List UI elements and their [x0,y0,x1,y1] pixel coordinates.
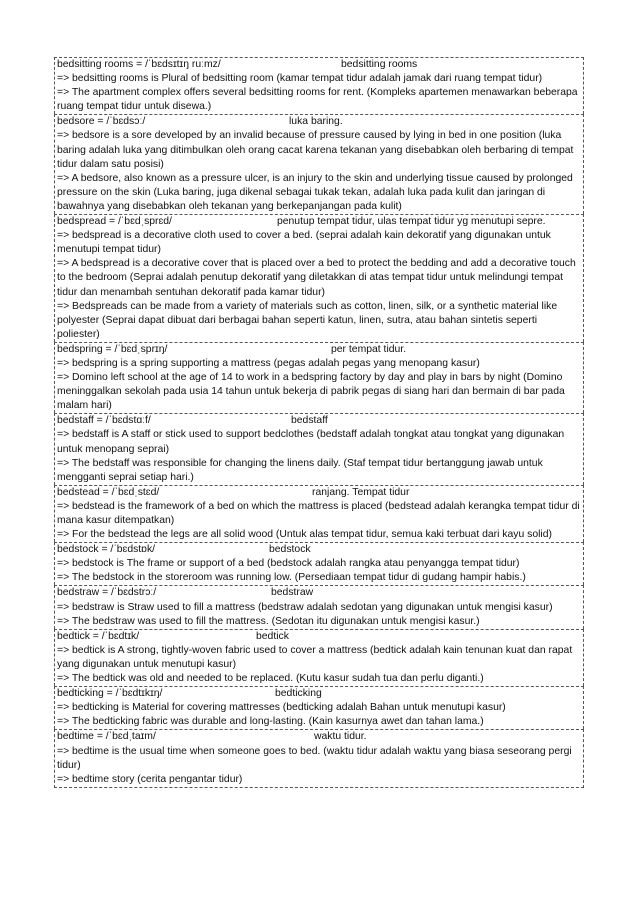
entry-header [57,115,582,129]
entry-bedticking [54,686,584,729]
entry-bedsore [54,114,584,214]
entry-bedtime [54,729,584,787]
entry-bedtick [54,629,584,686]
example-line: => bedticking is Material for covering mattresses (bedticking adalah Bahan untuk menutupi kasur) [57,702,506,714]
headword: bedsore = /ˈbɛdsɔː/ [57,116,146,128]
example-line: => A bedspread is a decorative cover that is placed over a bed to protect the bedding and add a decorative touch to the bedroom (Seprai adalah penutup dekoratif yang diletakkan di atas tempat tidur untuk melindungi tempat tidur dan menambah sentuhan dekoratif pada kamar tidur) [57,258,576,298]
headword: bedstraw = /ˈbɛdstrɔː/ [57,587,157,599]
entry-header [57,687,582,701]
translation: ranjang. Tempat tidur [312,486,410,498]
example-line: => bedspread is a decorative cloth used to cover a bed. (seprai adalah kain dekoratif yang digunakan untuk menutupi tempat tidur) [57,230,551,256]
example-line: => The bedtick was old and needed to be replaced. (Kutu kasur sudah tua dan perlu diganti.) [57,673,484,685]
dictionary-page [54,57,584,788]
example-line: => bedspring is a spring supporting a mattress (pegas adalah pegas yang menopang kasur) [57,357,480,369]
headword: bedstock = /ˈbɛdstɒk/ [57,544,156,556]
translation: bedticking [275,688,322,700]
example-line: => A bedsore, also known as a pressure ulcer, is an injury to the skin and underlying tissue caused by prolonged pressure on the skin (Luka baring, juga dikenal sebagai tukak tekan, adalah luka pada kulit dan jaringan di bawahnya yang disebabkan oleh tekanan yang berkepanjangan pada kulit) [57,172,573,212]
example-line: => bedsitting rooms is Plural of bedsitting room (kamar tempat tidur adalah jamak dari ruang tempat tidur) [57,73,543,85]
entry-header [57,543,582,557]
example-line: => bedstead is the framework of a bed on which the mattress is placed (bedstead adalah kerangka tempat tidur di mana kasur ditempatkan) [57,500,580,526]
headword: bedstead = /ˈbɛdˌstɛd/ [57,486,160,498]
example-line: => bedstraw is Straw used to fill a mattress (bedstraw adalah sedotan yang digunakan untuk mengisi kasur) [57,601,553,613]
translation: bedsitting rooms [341,59,418,70]
entry-bedstock [54,542,584,585]
example-line: => Bedspreads can be made from a variety of materials such as cotton, linen, silk, or a synthetic material like polyester (Seprai dapat dibuat dari berbagai bahan seperti katun, linen, sutra, atau bahan sintetis seperti poliester) [57,300,558,340]
entry-bedstraw [54,585,584,628]
translation: bedstaff [291,415,328,427]
example-line: => The bedticking fabric was durable and long-lasting. (Kain kasurnya awet dan tahan lama.) [57,716,484,728]
headword: bedticking = /ˈbɛdtɪkɪŋ/ [57,688,163,700]
example-line: => The bedstaff was responsible for changing the linens daily. (Staf tempat tidur bertanggung jawab untuk mengganti seprai setiap hari.) [57,457,543,483]
translation: bedstock [269,544,311,556]
translation: penutup tempat tidur, ulas tempat tidur yg menutupi sepre. [276,216,546,228]
headword: bedtime = /ˈbɛdˌtaɪm/ [57,731,156,743]
headword: bedspring = /ˈbɛdˌsprɪŋ/ [57,343,168,355]
entry-header [57,486,582,500]
entry-header [57,343,582,357]
example-line: => Domino left school at the age of 14 to work in a bedspring factory by day and play in bars by night (Domino meninggalkan sekolah pada usia 14 tahun untuk bekerja di pabrik pegas di siang hari dan bermain di bar pada malam hari) [57,372,565,412]
headword: bedtick = /ˈbɛdtɪk/ [57,630,140,642]
translation: waktu tidur. [314,731,367,743]
headword: bedspread = /ˈbɛdˌsprɛd/ [57,216,172,228]
headword: bedstaff = /ˈbɛdstɑːf/ [57,415,151,427]
example-line: => bedtime story (cerita pengantar tidur) [57,773,243,785]
example-line: => bedtime is the usual time when someone goes to bed. (waktu tidur adalah waktu yang biasa seseorang pergi tidur) [57,745,572,771]
entry-header [57,414,582,428]
entry-bedspread [54,214,584,342]
translation: per tempat tidur. [331,343,407,355]
example-line: => The bedstraw was used to fill the mattress. (Sedotan itu digunakan untuk mengisi kasur.) [57,615,480,627]
headword: bedsitting rooms = /ˈbɛdsɪtɪŋ ruːmz/ [57,59,221,70]
entry-header [57,630,582,644]
example-line: => bedstock is The frame or support of a bed (bedstock adalah rangka atau penyangga tempat tidur) [57,558,520,570]
example-line: => bedstaff is A staff or stick used to support bedclothes (bedstaff adalah tongkat atau tongkat yang digunakan untuk menopang seprai) [57,429,565,455]
entry-bedstead [54,485,584,542]
example-line: => The apartment complex offers several bedsitting rooms for rent. (Kompleks apartemen menawarkan beberapa ruang tempat tidur untuk disewa.) [57,87,578,113]
example-line: => bedsore is a sore developed by an invalid because of pressure caused by lying in bed in one position (luka baring adalah luka yang ditimbulkan oleh orang cacat karena tekanan yang disebabkan oleh berbaring di tempat tidur dalam satu posisi) [57,130,574,170]
entry-header [57,58,582,72]
translation: bedstraw [271,587,314,599]
translation: bedtick [256,630,289,642]
entry-header [57,215,582,229]
entry-bedstaff [54,413,584,484]
entry-header [57,730,582,744]
example-line: => The bedstock in the storeroom was running low. (Persediaan tempat tidur di gudang hampir habis.) [57,572,526,584]
entry-bedsitting-rooms [54,57,584,114]
translation: luka baring. [289,116,343,128]
entry-header [57,586,582,600]
entry-bedspring [54,342,584,413]
example-line: => For the bedstead the legs are all solid wood (Untuk alas tempat tidur, semua kaki terbuat dari kayu solid) [57,529,552,541]
example-line: => bedtick is A strong, tightly-woven fabric used to cover a mattress (bedtick adalah kain tenunan kuat dan rapat yang digunakan untuk menutupi kasur) [57,644,573,670]
